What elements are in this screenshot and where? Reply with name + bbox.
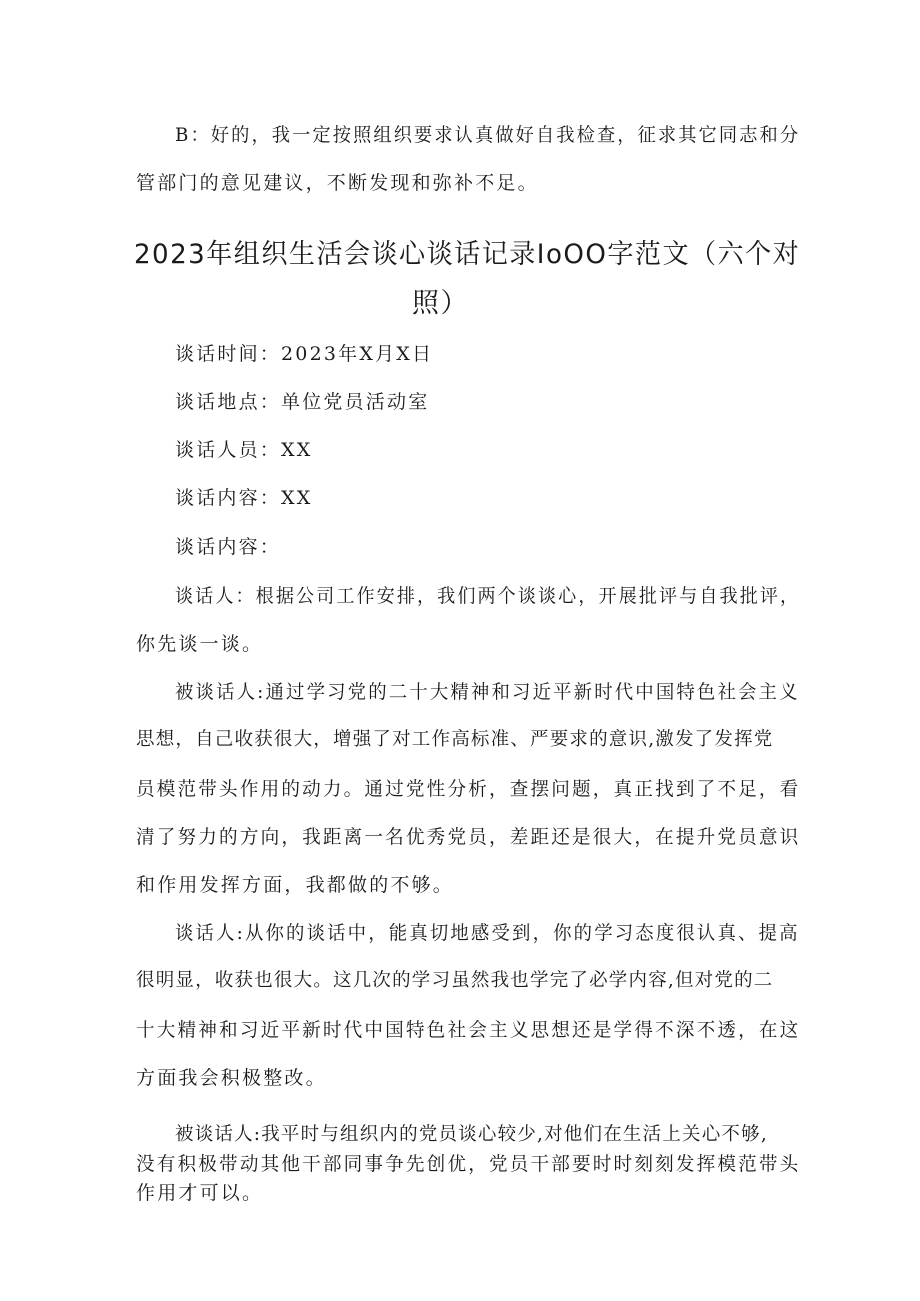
p1-line-1: 谈话人：根据公司工作安排，我们两个谈谈心，开展批评与自我批评， [175,585,801,607]
p3-line-1: 谈话人:从你的谈话中，能真切地感受到，你的学习态度很认真、提高 [175,922,800,944]
meta-content-a: 谈话内容：XX [175,487,313,509]
meta-time: 谈话时间：2023年X月X日 [175,343,434,365]
meta-content-b: 谈话内容： [175,536,282,558]
p2-line-1: 被谈话人:通过学习党的二十大精神和习近平新时代中国特色社会主义 [175,681,800,703]
document-title-line-1: 2023年组织生活会谈心谈话记录IoOO字范文（六个对 [134,239,801,270]
intro-line-2: 管部门的意见建议，不断发现和弥补不足。 [136,172,539,194]
meta-people: 谈话人员：XX [175,439,313,461]
p4-line-2: 没有积极带动其他干部同事争先创优，党员干部要时时刻刻发挥模范带头 [136,1153,801,1175]
p2-line-5: 和作用发挥方面，我都做的不够。 [136,874,455,896]
document-title-line-2: 照） [412,288,469,319]
p2-line-4: 清了努力的方向，我距离一名优秀党员，差距还是很大，在提升党员意识 [136,826,801,848]
p4-line-3: 作用才可以。 [136,1182,264,1204]
p3-line-4: 方面我会积极整改。 [136,1067,327,1089]
p4-line-1: 被谈话人:我平时与组织内的党员谈心较少,对他们在生活上关心不够, [175,1124,768,1145]
meta-place: 谈话地点：单位党员活动室 [175,391,430,413]
intro-line-1: B：好的，我一定按照组织要求认真做好自我检查，征求其它同志和分 [175,124,801,146]
p3-line-2: 很明显，收获也很大。这几次的学习虽然我也学完了必学内容,但对党的二 [136,970,774,991]
p1-line-2: 你先谈一谈。 [136,633,264,655]
p3-line-3: 十大精神和习近平新时代中国特色社会主义思想还是学得不深不透，在这 [136,1019,801,1041]
p2-line-2: 思想，自己收获很大，增强了对工作高标准、严要求的意识,激发了发挥党 [136,729,774,750]
p2-line-3: 员模范带头作用的动力。通过党性分析，查摆问题，真正找到了不足，看 [136,778,801,800]
